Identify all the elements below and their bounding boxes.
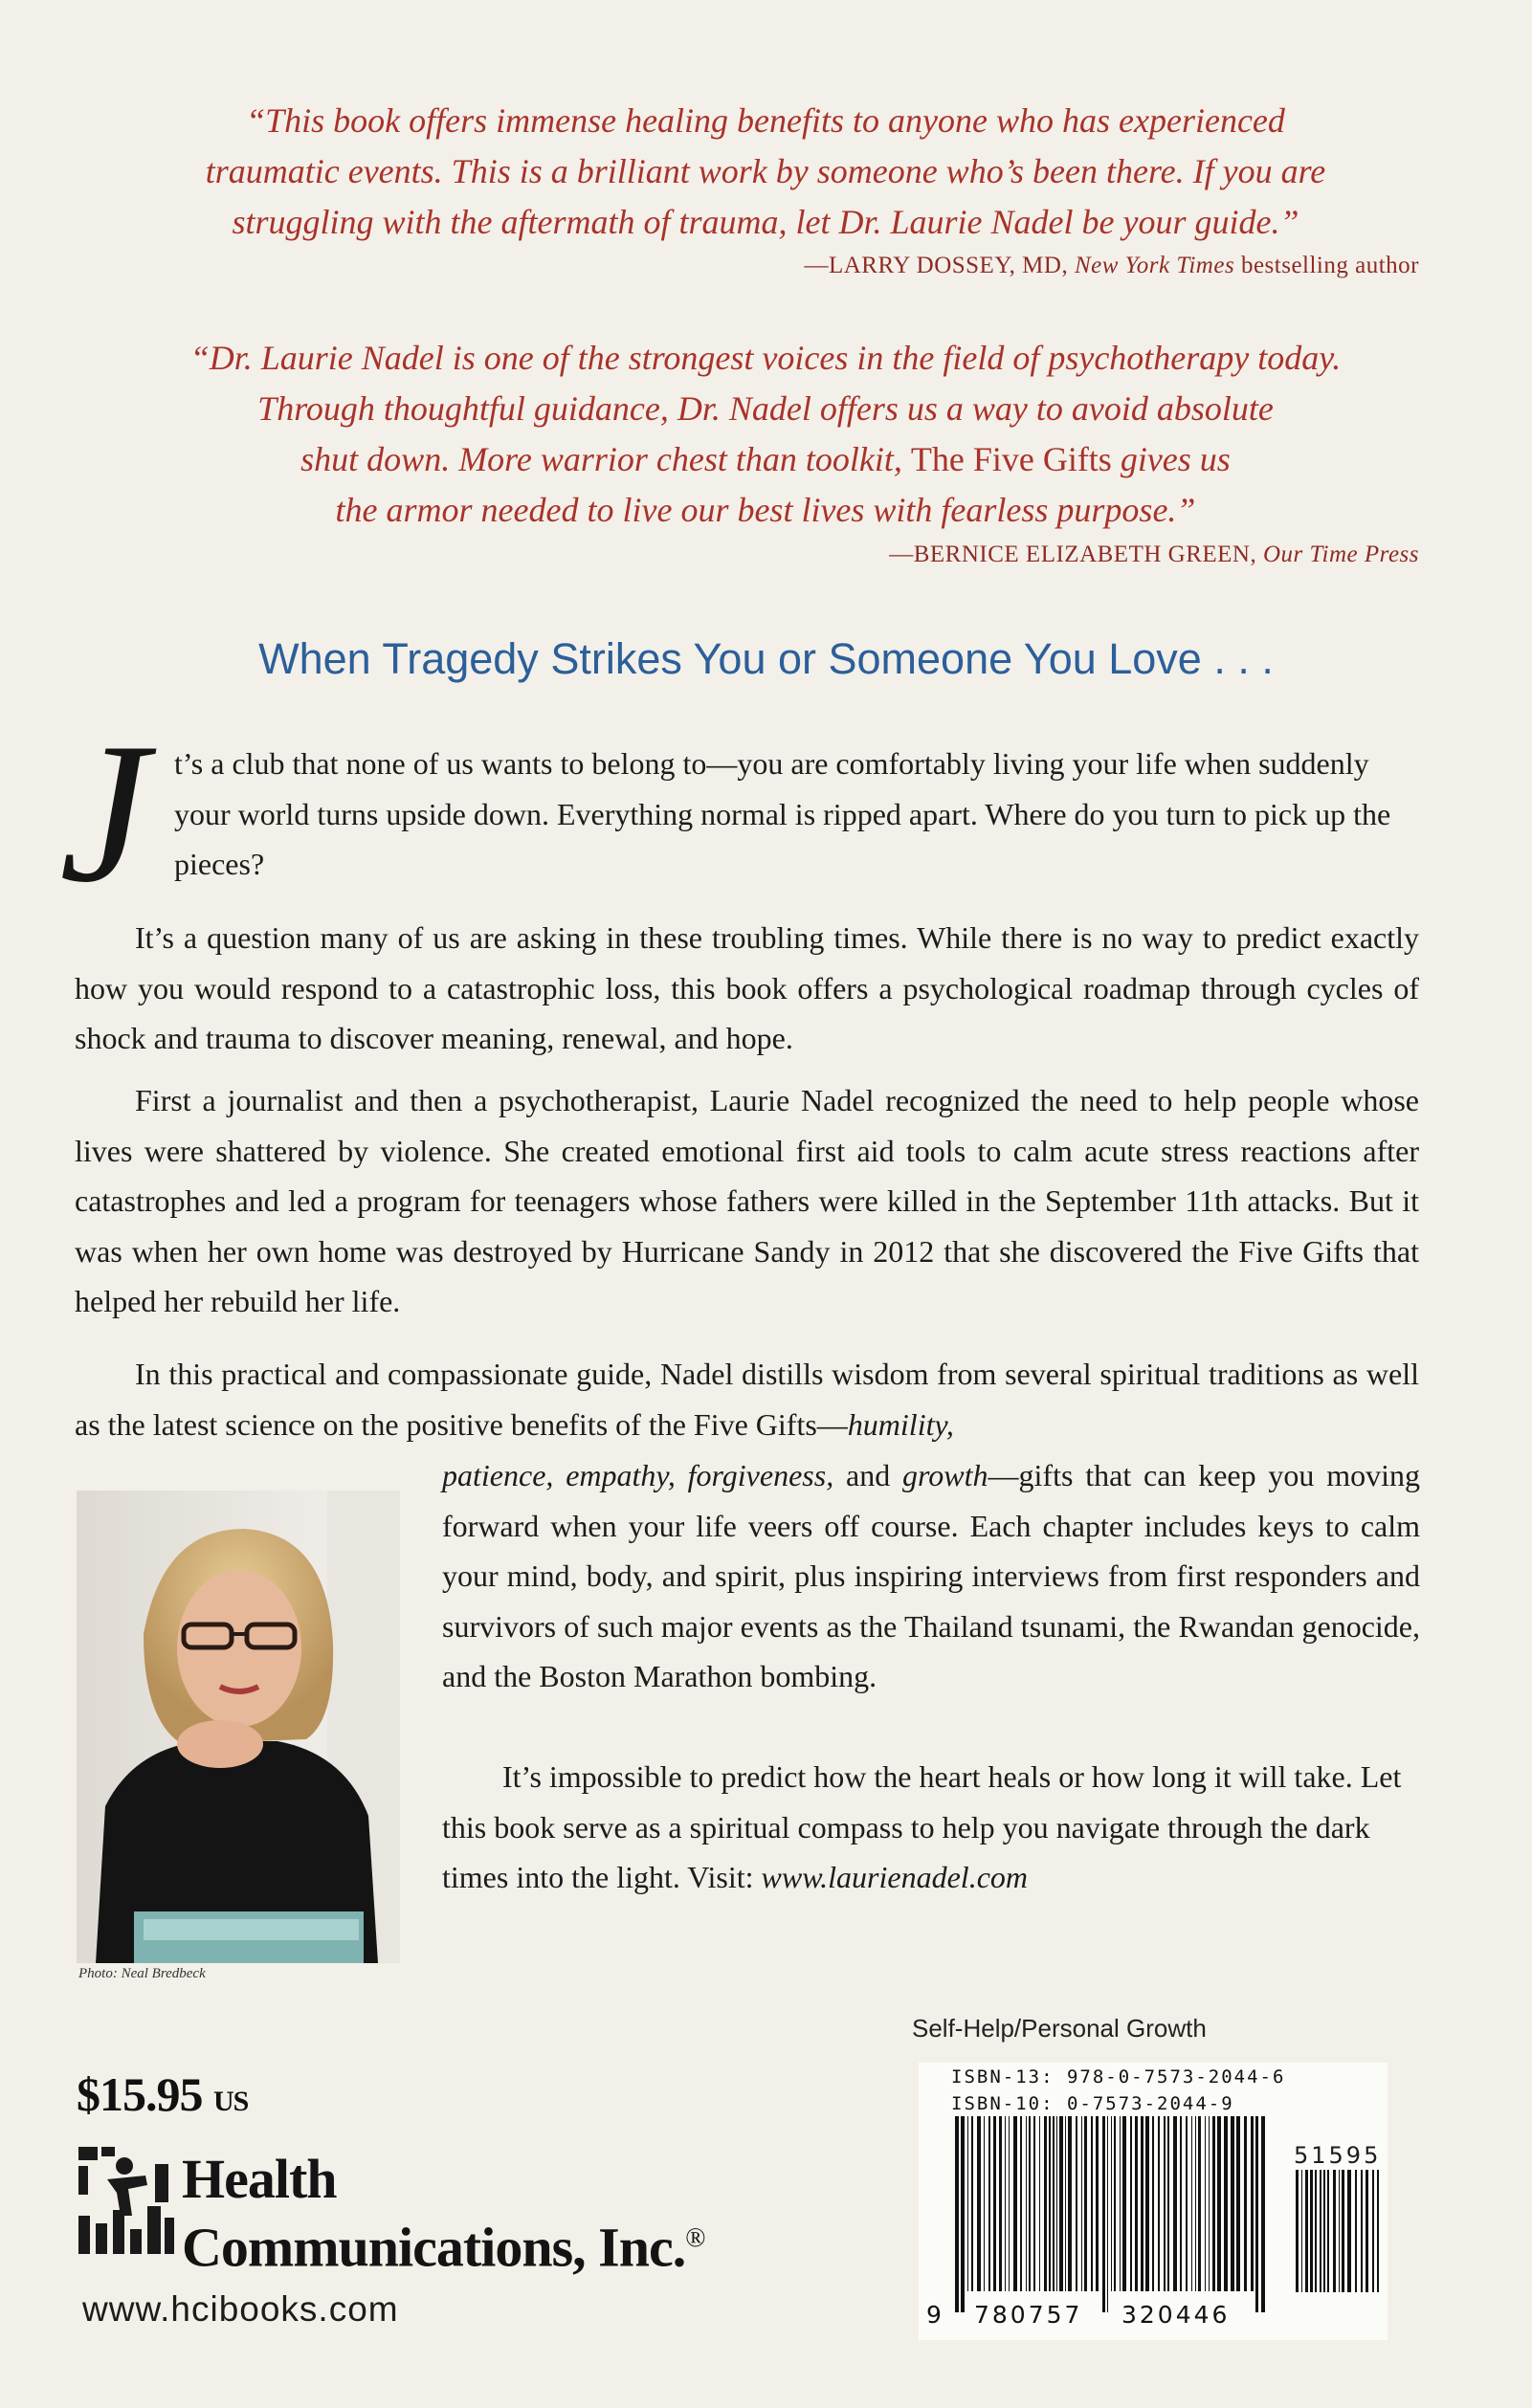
barcode-bar — [1158, 2116, 1160, 2291]
barcode-bar — [1053, 2116, 1055, 2291]
barcode-bar — [961, 2116, 965, 2312]
barcode-bar — [1315, 2170, 1317, 2292]
barcode-bar — [1361, 2170, 1363, 2292]
endorsement-quote-2 — [86, 333, 1445, 536]
author-photo-image — [77, 1491, 400, 1963]
body-paragraph-1: t’s a club that none of us wants to belong to—you are comfortably living your life when suddenly your world turns upside down. Everything normal is ripped apart. Where do you turn to pick up the pieces? — [174, 746, 1391, 881]
barcode-bar — [1029, 2116, 1031, 2291]
paragraph-text: —gifts that can keep you moving forward when your life veers off course. Each chapter includes keys to calm your mind, body, and spirit, plus inspiring interviews from first responders and survivors of such major events as the Thailand tsunami, the Rwandan genocide, and the Boston Marathon bombing. — [442, 1458, 1421, 1693]
paragraph-text: and — [846, 1458, 891, 1492]
barcode-bar — [1355, 2170, 1357, 2292]
barcode-bar — [1013, 2116, 1017, 2291]
author-website: www.laurienadel.com — [761, 1860, 1028, 1894]
paragraph-text: It’s impossible to predict how the heart heals or how long it will take. Let this book serve as a spiritual compass to help you navigate through the dark times into the light. Visit: — [442, 1759, 1402, 1894]
registered-mark: ® — [685, 2223, 705, 2253]
barcode-bar — [999, 2116, 1002, 2291]
book-title: The Five Gifts — [910, 440, 1112, 478]
barcode-bar — [1198, 2116, 1201, 2291]
barcode-bar — [1141, 2116, 1143, 2291]
barcode-bar — [1111, 2116, 1112, 2291]
attribution-name: —BERNICE ELIZABETH GREEN, — [889, 541, 1257, 567]
barcode-bar — [1296, 2170, 1299, 2292]
body-paragraph-4-cont — [442, 1450, 1420, 1702]
publisher-name-text: Communications, Inc. — [182, 2216, 686, 2279]
barcode-bar — [1231, 2116, 1234, 2291]
barcode-bar — [1236, 2116, 1240, 2291]
barcode-bar — [1255, 2116, 1258, 2312]
attribution-source: Our Time Press — [1262, 541, 1419, 567]
quote-line: traumatic events. This is a brilliant work by someone who’s been there. If you are — [205, 152, 1326, 190]
endorsement-attribution-1 — [804, 253, 1419, 279]
barcode-bar — [1372, 2170, 1374, 2292]
quote-line: Through thoughtful guidance, Dr. Nadel offers us a way to avoid absolute — [257, 389, 1274, 428]
price-unit: US — [213, 2086, 249, 2117]
gift-list: patience, empathy, forgiveness, — [442, 1458, 834, 1492]
barcode-bar — [1333, 2170, 1336, 2292]
barcode-bar — [1065, 2116, 1066, 2291]
barcode-bar — [1310, 2170, 1313, 2292]
barcode-bar — [1135, 2116, 1138, 2291]
endorsement-quote-1 — [86, 96, 1445, 248]
barcode-bar — [1020, 2116, 1022, 2291]
barcode-bar — [1244, 2116, 1247, 2291]
barcode-bar — [955, 2116, 959, 2312]
barcode-bar — [1365, 2170, 1368, 2292]
barcode-bar — [1261, 2116, 1265, 2312]
barcode-digits-left: 780757 — [974, 2301, 1083, 2329]
publisher-logo-icon — [78, 2147, 176, 2254]
barcode-bar — [1005, 2116, 1006, 2291]
barcode-bar — [1076, 2116, 1077, 2291]
barcode-bar — [988, 2116, 990, 2291]
barcode-bar — [1305, 2170, 1308, 2292]
barcode-bar — [993, 2116, 996, 2291]
barcode-bar — [1342, 2170, 1344, 2292]
barcode-bar — [1084, 2116, 1087, 2291]
barcode-digits-right: 320446 — [1121, 2301, 1231, 2329]
barcode-bar — [1122, 2116, 1126, 2291]
publisher-name-line-1: Health — [182, 2148, 337, 2210]
barcode-bar — [1217, 2116, 1221, 2291]
publisher-name-line-2 — [182, 2210, 705, 2279]
isbn-13: ISBN-13: 978-0-7573-2044-6 — [951, 2066, 1286, 2088]
barcode-bar — [1301, 2170, 1302, 2292]
barcode-bar — [1327, 2170, 1329, 2292]
barcode-bar — [1059, 2116, 1063, 2291]
barcode-bar — [1009, 2116, 1010, 2291]
barcode-bar — [1167, 2116, 1169, 2291]
barcode-bar — [1096, 2116, 1099, 2291]
barcode-bar — [1152, 2116, 1154, 2291]
ean-barcode — [953, 2116, 1278, 2317]
barcode-bar — [1191, 2116, 1192, 2291]
attribution-tail: bestselling author — [1240, 253, 1419, 278]
barcode-bar — [1212, 2116, 1215, 2291]
barcode-bar — [1320, 2170, 1321, 2292]
barcode-bar — [1107, 2116, 1108, 2312]
endorsement-attribution-2 — [889, 541, 1419, 568]
barcode-bar — [1120, 2116, 1121, 2291]
barcode-bar — [1044, 2116, 1047, 2291]
photo-credit: Photo: Neal Bredbeck — [78, 1966, 206, 1981]
price-barcode — [1294, 2170, 1382, 2317]
body-paragraph-4-start — [75, 1349, 1419, 1449]
book-category: Self-Help/Personal Growth — [912, 2014, 1207, 2043]
barcode-bar — [1114, 2116, 1116, 2291]
barcode-bar — [1056, 2116, 1057, 2291]
gift-humility: humility, — [847, 1406, 954, 1442]
barcode-bar — [1180, 2116, 1182, 2291]
quote-line: struggling with the aftermath of trauma, let Dr. Laurie Nadel be your guide.” — [232, 203, 1299, 241]
barcode-bar — [971, 2116, 973, 2291]
body-paragraph-2: It’s a question many of us are asking in these troubling times. While there is no way to predict exactly how you would respond to a catastrophic loss, this book offers a psychological roadmap through cycles of shock and trauma to discover meaning, renewal, and hope. — [75, 920, 1419, 1055]
publisher-url: www.hcibooks.com — [82, 2289, 399, 2329]
barcode-bar — [1033, 2116, 1035, 2291]
barcode-bar — [1091, 2116, 1093, 2291]
quote-text: gives us — [1120, 440, 1231, 478]
barcode-bar — [1186, 2116, 1188, 2291]
paragraph-text: In this practical and compassionate guide, Nadel distills wisdom from several spiritual traditions as well as the latest science on the positive benefits of the Five Gifts— — [75, 1357, 1419, 1442]
quote-line: “This book offers immense healing benefits to anyone who has experienced — [246, 101, 1285, 140]
drop-cap: J — [59, 702, 149, 924]
barcode-bar — [1068, 2116, 1072, 2291]
price-value: $15.95 — [77, 2067, 203, 2121]
gift-growth: growth — [902, 1458, 988, 1492]
barcode-bar — [1347, 2170, 1351, 2292]
quote-text: shut down. More warrior chest than toolkit, — [300, 440, 902, 478]
barcode-bar — [1339, 2170, 1340, 2292]
barcode-bar — [1039, 2116, 1040, 2291]
headline: When Tragedy Strikes You or Someone You Love . . . — [258, 634, 1274, 683]
barcode-bar — [1251, 2116, 1254, 2291]
barcode-bar — [977, 2116, 981, 2291]
attribution-source: New York Times — [1074, 253, 1235, 278]
barcode-bar — [1026, 2116, 1027, 2291]
barcode-bar — [1195, 2116, 1196, 2291]
barcode-bar — [1224, 2116, 1228, 2291]
barcode-bar — [1173, 2116, 1177, 2291]
barcode-bar — [1205, 2116, 1206, 2291]
quote-line: the armor needed to live our best lives with fearless purpose.” — [335, 491, 1196, 529]
barcode-bar — [1209, 2116, 1210, 2291]
barcode-bar — [1102, 2116, 1105, 2312]
barcode-bar — [967, 2116, 968, 2291]
barcode-bar — [1323, 2170, 1325, 2292]
quote-line: “Dr. Laurie Nadel is one of the strongest voices in the field of psychotherapy today. — [189, 339, 1342, 377]
barcode-bar — [1377, 2170, 1379, 2292]
barcode-bar — [1081, 2116, 1082, 2291]
isbn-10: ISBN-10: 0-7573-2044-9 — [951, 2093, 1234, 2114]
barcode-bar — [1049, 2116, 1051, 2291]
barcode-bar — [1130, 2116, 1132, 2291]
barcode-digit-lead: 9 — [926, 2301, 942, 2329]
barcode-bar — [984, 2116, 985, 2291]
barcode-bar — [1145, 2116, 1149, 2291]
body-paragraph-3: First a journalist and then a psychotherapist, Laurie Nadel recognized the need to help people whose lives were shattered by violence. She created emotional first aid tools to calm acute stress reactions after catastrophes and led a program for teenagers whose fathers were killed in the September 11th attacks. But it was when her own home was destroyed by Hurricane Sandy in 2012 that she discovered the Five Gifts that helped her rebuild her life. — [75, 1083, 1419, 1318]
attribution-name: —LARRY DOSSEY, MD, — [804, 253, 1069, 278]
barcode-bar — [1164, 2116, 1166, 2291]
body-paragraph-5 — [442, 1752, 1420, 1903]
price-code: 51595 — [1294, 2142, 1382, 2169]
price — [77, 2066, 248, 2122]
quote-line — [86, 434, 1445, 485]
author-photo — [77, 1491, 400, 1963]
